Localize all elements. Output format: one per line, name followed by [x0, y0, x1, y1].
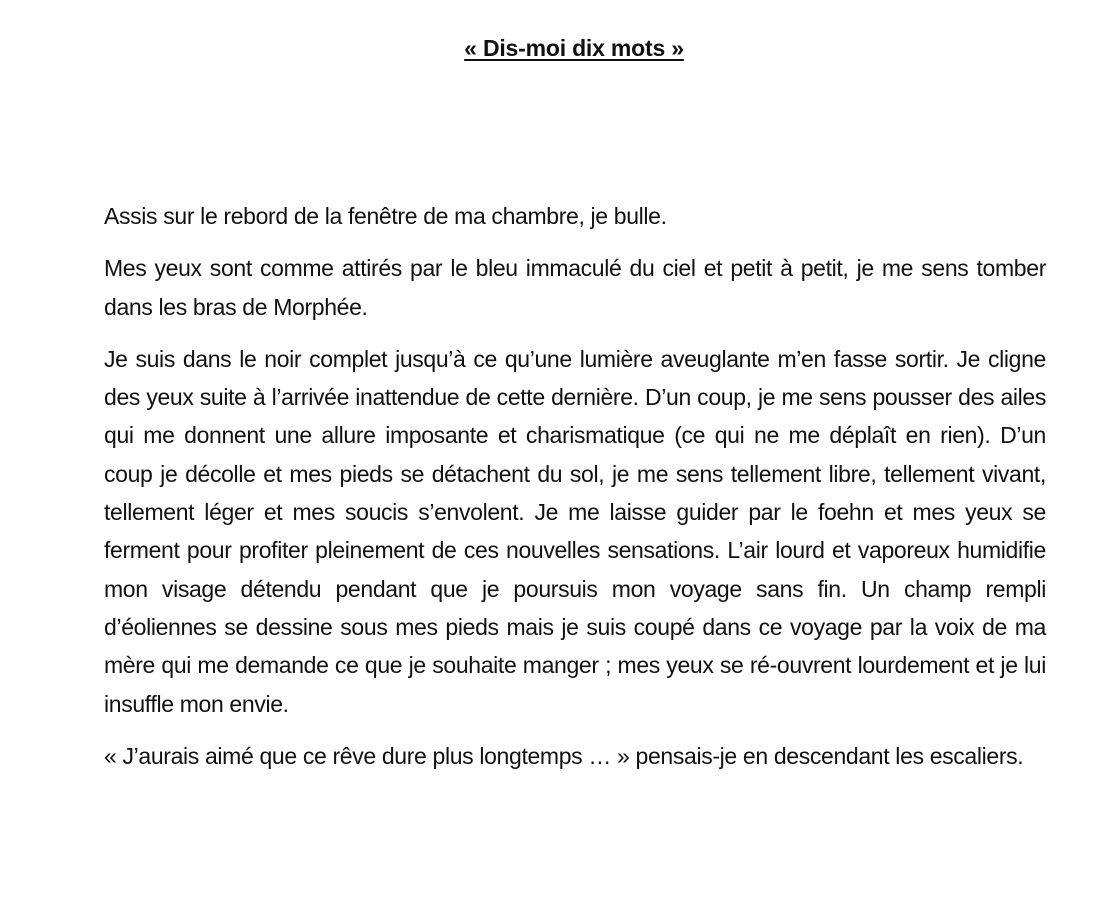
- paragraph-4: « J’aurais aimé que ce rêve dure plus longtemps … » pensais-je en descendant les escaliers.: [104, 742, 1024, 769]
- document-title: [0, 32, 1104, 64]
- paragraph-1: Assis sur le rebord de la fenêtre de ma chambre, je bulle.: [104, 203, 667, 229]
- document-title-text: « Dis-moi dix mots »: [464, 35, 684, 61]
- document-body: [104, 197, 1046, 789]
- paragraph-3: Je suis dans le noir complet jusqu’à ce qu’une lumière aveuglante m’en fasse sortir. Je cligne des yeux suite à l’arrivée inattendue de cette dernière. D’un coup, je me sens pousser des ailes qui me donnent une allure imposante et charismatique (ce qui ne me déplaît en rien). D’un coup je décolle et mes pieds se détachent du sol, je me sens tellement libre, tellement vivant, tellement léger et mes soucis s’envolent. Je me laisse guider par le foehn et mes yeux se ferment pour profiter pleinement de ces nouvelles sensations. L’air lourd et vaporeux humidifie mon visage détendu pendant que je poursuis mon voyage sans fin. Un champ rempli d’éoliennes se dessine sous mes pieds mais je suis coupé dans ce voyage par la voix de ma mère qui me demande ce que je souhaite manger ; mes yeux se ré-ouvrent lourdement et je lui insuffle mon envie.: [104, 345, 1046, 717]
- paragraph-2: Mes yeux sont comme attirés par le bleu immaculé du ciel et petit à petit, je me sens tomber dans les bras de Morphée.: [104, 255, 1046, 320]
